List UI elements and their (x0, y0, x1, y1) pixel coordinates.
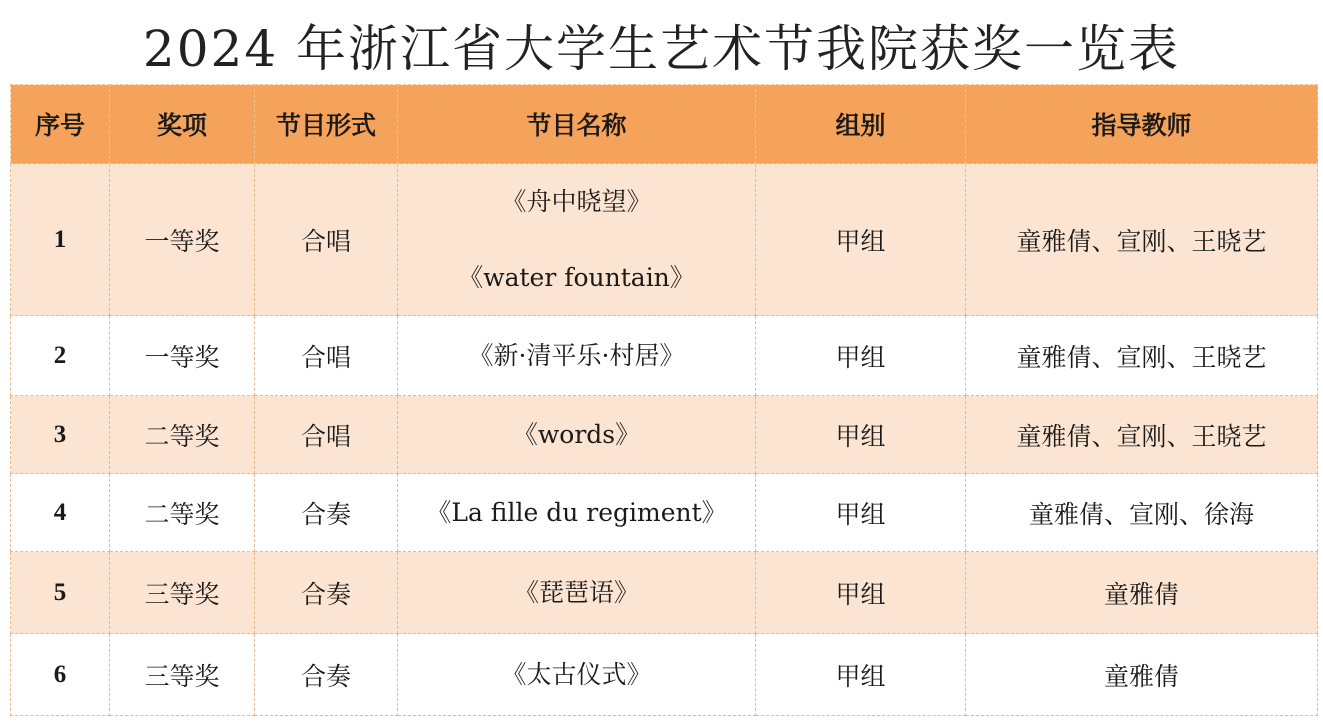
cell-program-name (398, 552, 756, 634)
program-name-line: 《新·清平乐·村居》 (468, 340, 685, 370)
header-index: 序号 (11, 85, 110, 164)
page-title: 2024 年浙江省大学生艺术节我院获奖一览表 (142, 20, 1181, 78)
cell-form: 合唱 (255, 316, 398, 396)
cell-award: 三等奖 (110, 552, 255, 634)
cell-program-name (398, 316, 756, 396)
table-row (11, 164, 1318, 316)
cell-teachers: 童雅倩、宣刚、王晓艺 (966, 396, 1318, 474)
cell-group: 甲组 (756, 552, 966, 634)
header-teachers: 指导教师 (966, 85, 1318, 164)
cell-program-name (398, 474, 756, 552)
cell-program-name (398, 634, 756, 716)
header-program-name: 节目名称 (398, 85, 756, 164)
cell-teachers: 童雅倩 (966, 552, 1318, 634)
cell-index: 3 (11, 396, 110, 474)
cell-index: 1 (11, 164, 110, 316)
table-row (11, 552, 1318, 634)
awards-table (10, 84, 1318, 716)
header-group: 组别 (756, 85, 966, 164)
header-award: 奖项 (110, 85, 255, 164)
program-name-line: 《琵琶语》 (513, 577, 639, 607)
cell-form: 合奏 (255, 474, 398, 552)
cell-index: 2 (11, 316, 110, 396)
cell-award: 二等奖 (110, 396, 255, 474)
cell-group: 甲组 (756, 316, 966, 396)
cell-index: 5 (11, 552, 110, 634)
cell-form: 合唱 (255, 164, 398, 316)
cell-award: 一等奖 (110, 316, 255, 396)
program-name-line: 《water fountain》 (458, 262, 695, 292)
cell-form: 合奏 (255, 552, 398, 634)
cell-teachers: 童雅倩、宣刚、王晓艺 (966, 316, 1318, 396)
cell-group: 甲组 (756, 164, 966, 316)
table-row (11, 316, 1318, 396)
cell-group: 甲组 (756, 474, 966, 552)
cell-form: 合唱 (255, 396, 398, 474)
table-row (11, 474, 1318, 552)
cell-index: 4 (11, 474, 110, 552)
cell-group: 甲组 (756, 634, 966, 716)
cell-award: 三等奖 (110, 634, 255, 716)
cell-teachers: 童雅倩、宣刚、徐海 (966, 474, 1318, 552)
cell-award: 一等奖 (110, 164, 255, 316)
cell-index: 6 (11, 634, 110, 716)
cell-teachers: 童雅倩 (966, 634, 1318, 716)
program-name-line: 《太古仪式》 (501, 659, 652, 689)
cell-group: 甲组 (756, 396, 966, 474)
cell-form: 合奏 (255, 634, 398, 716)
table-row (11, 396, 1318, 474)
table-header-row (11, 85, 1318, 164)
program-name-line: 《words》 (512, 419, 641, 449)
table-row (11, 634, 1318, 716)
header-form: 节目形式 (255, 85, 398, 164)
cell-award: 二等奖 (110, 474, 255, 552)
program-name-line: 《舟中晓望》 (501, 186, 652, 216)
cell-program-name (398, 396, 756, 474)
cell-teachers: 童雅倩、宣刚、王晓艺 (966, 164, 1318, 316)
cell-program-name (398, 164, 756, 316)
program-name-line: 《La fille du regiment》 (426, 497, 727, 527)
